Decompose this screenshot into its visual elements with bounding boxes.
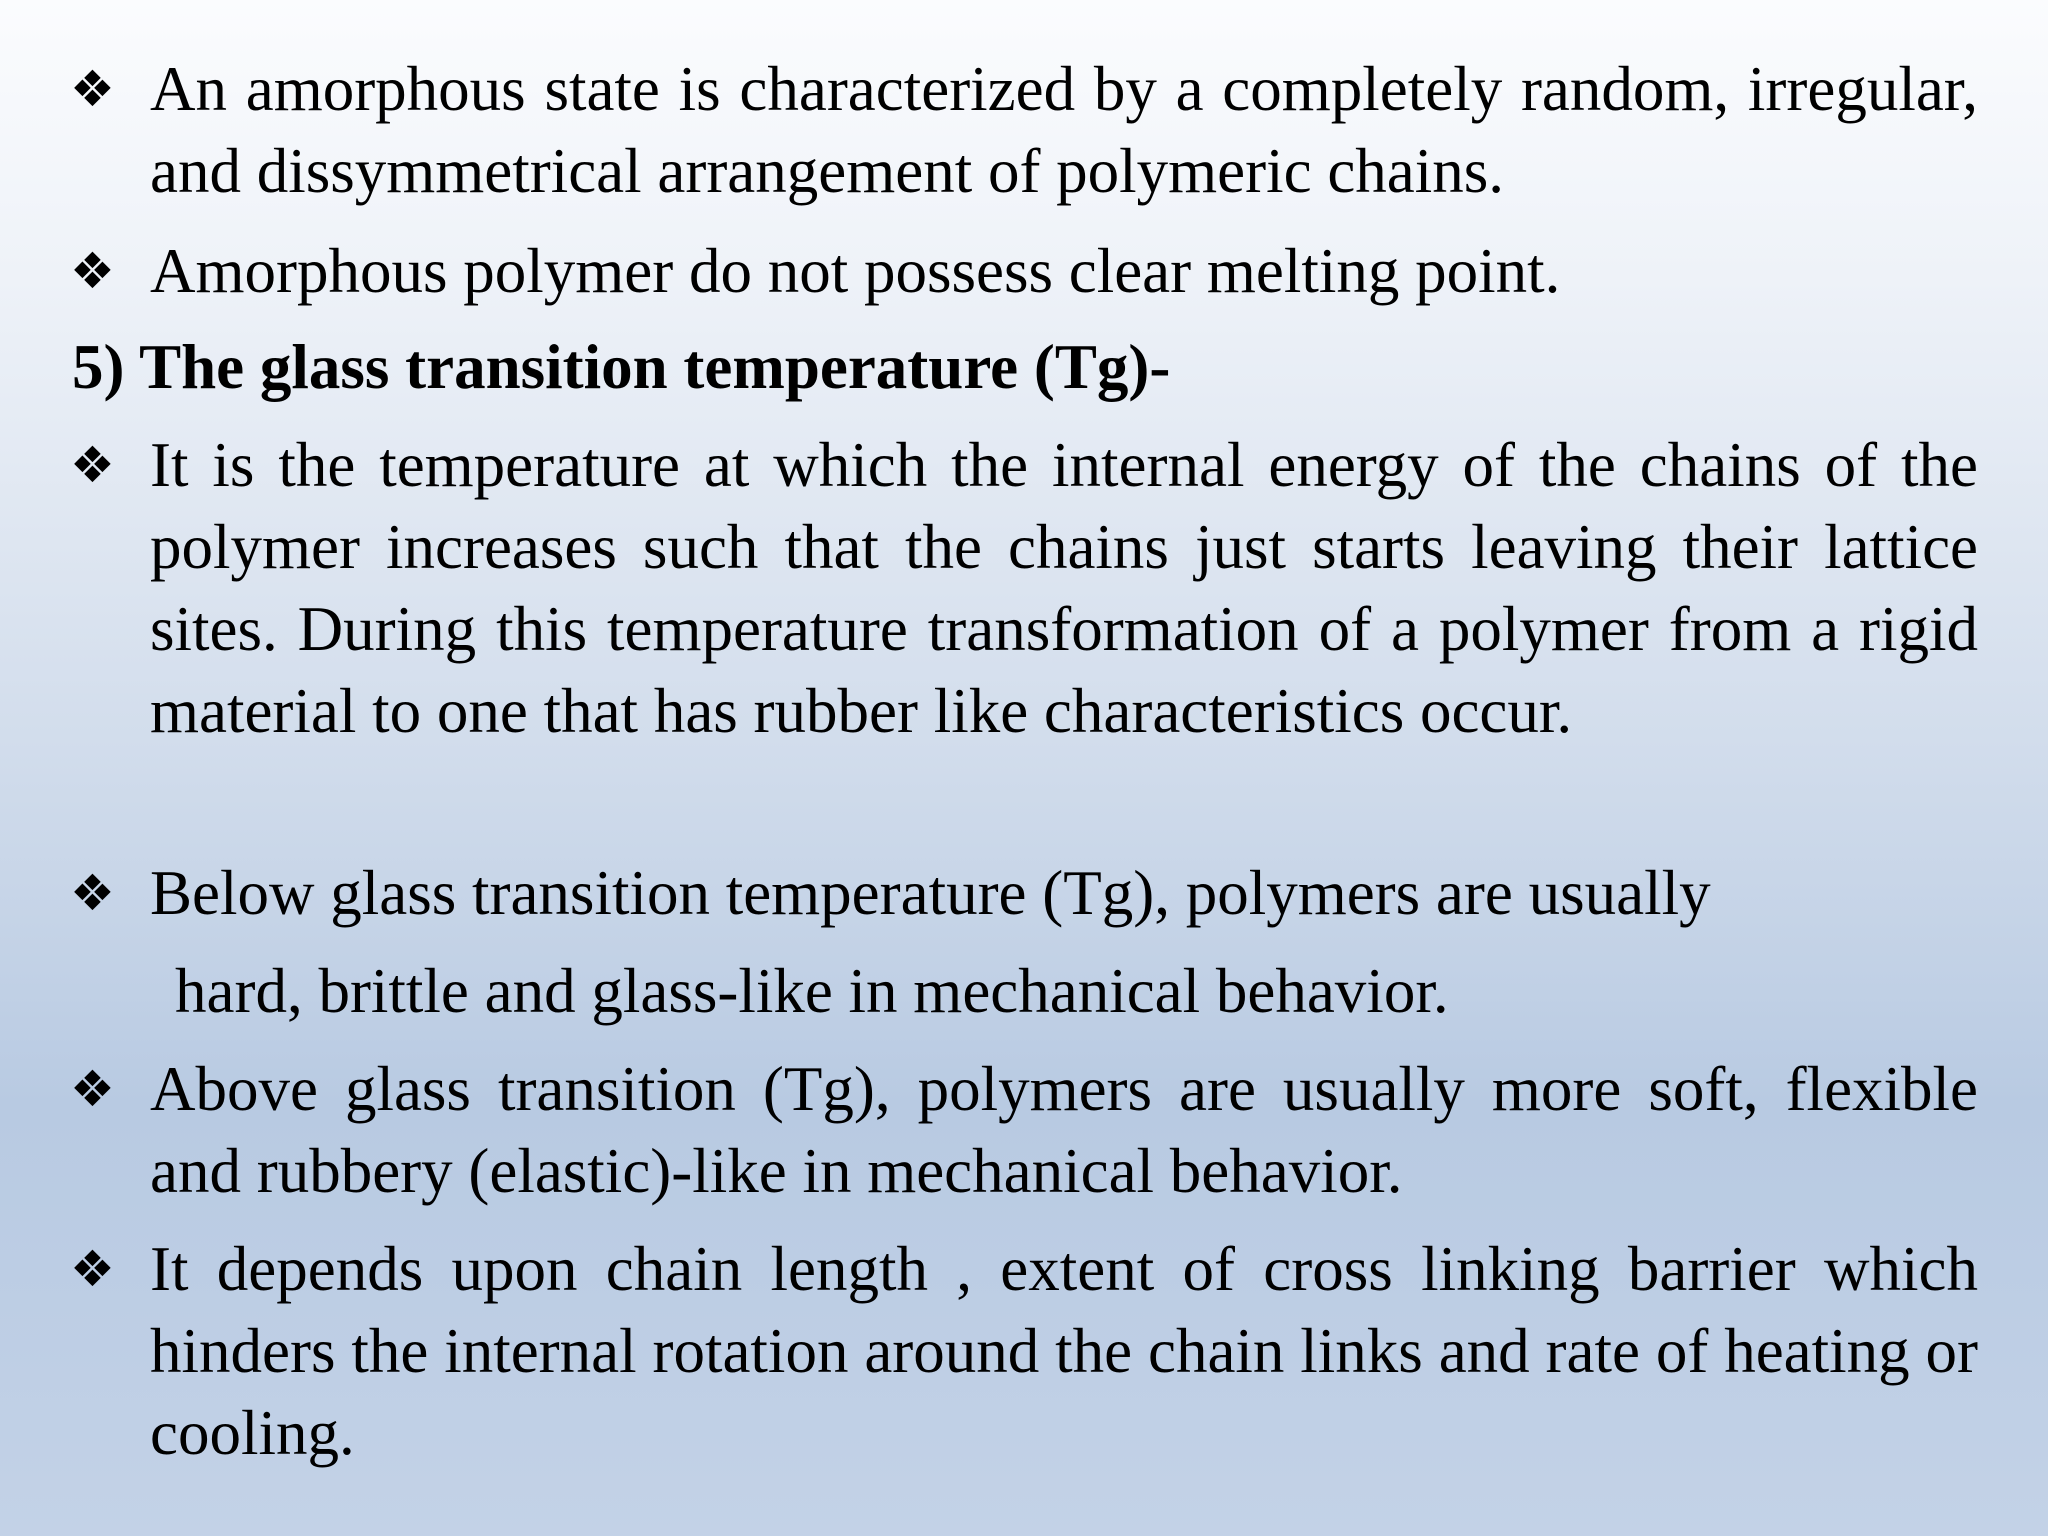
bullet-tg-dependencies [70,1228,1978,1474]
diamond-bullet-icon: ❖ [70,864,115,922]
bullet-below-tg [70,852,1978,934]
section-heading-glass-transition: 5) The glass transition temperature (Tg)- [72,332,1171,402]
bullet-melting-point [70,230,1978,312]
diamond-bullet-icon: ❖ [70,242,115,300]
bullet-text: Above glass transition (Tg), polymers are usually more soft, flexible and rubbery (elastic)-like in mechanical behavior. [150,1054,1978,1206]
bullet-amorphous-state [70,48,1978,212]
bullet-below-tg-continuation: hard, brittle and glass-like in mechanical behavior. [175,956,1449,1026]
diamond-bullet-icon: ❖ [70,60,115,118]
bullet-text: Amorphous polymer do not possess clear melting point. [150,236,1561,306]
diamond-bullet-icon: ❖ [70,1060,115,1118]
diamond-bullet-icon: ❖ [70,1240,115,1298]
bullet-tg-definition [70,424,1978,834]
bullet-above-tg [70,1048,1978,1212]
bullet-text: It is the temperature at which the internal energy of the chains of the polymer increases such that the chains just starts leaving their lattice sites. During this temperature transformation of a polymer from a rigid material to one that has rubber like characteristics occur. [150,430,1978,746]
bullet-text: It depends upon chain length , extent of cross linking barrier which hinders the internal rotation around the chain links and rate of heating or cooling. [150,1234,1978,1468]
diamond-bullet-icon: ❖ [70,436,115,494]
bullet-text: An amorphous state is characterized by a completely random, irregular, and dissymmetrical arrangement of polymeric chains. [150,54,1978,206]
bullet-text: Below glass transition temperature (Tg), polymers are usually [150,858,1711,928]
